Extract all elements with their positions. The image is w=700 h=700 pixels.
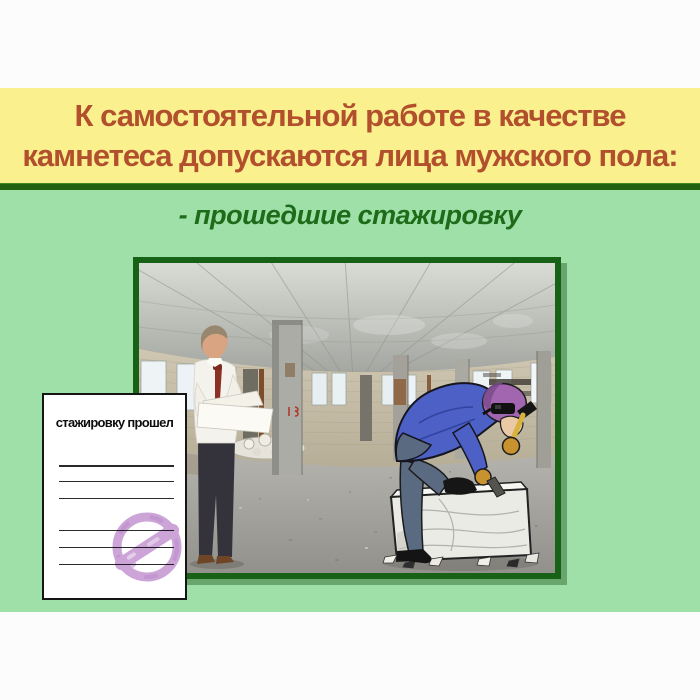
- slide-title-line1: К самостоятельной работе в качестве: [74, 97, 626, 133]
- construction-scene: [139, 263, 555, 573]
- title-banner: [0, 88, 700, 183]
- signature-line: [59, 481, 174, 482]
- column-right: [537, 351, 551, 468]
- slide-subtitle: - прошедшие стажировку: [178, 200, 522, 230]
- signature-line: [59, 465, 174, 467]
- internship-certificate: [42, 393, 187, 600]
- slide-title-line2: камнетеса допускаются лица мужского пола:: [22, 137, 678, 173]
- approval-stamp-icon: [102, 502, 192, 592]
- banner-divider: [0, 183, 700, 190]
- certificate-header: стажировку прошел: [55, 415, 174, 430]
- glove-hammer: [503, 438, 520, 455]
- goggles: [491, 403, 515, 414]
- construction-photo: [133, 257, 561, 579]
- column-large: [272, 320, 302, 475]
- signature-line: [59, 498, 174, 499]
